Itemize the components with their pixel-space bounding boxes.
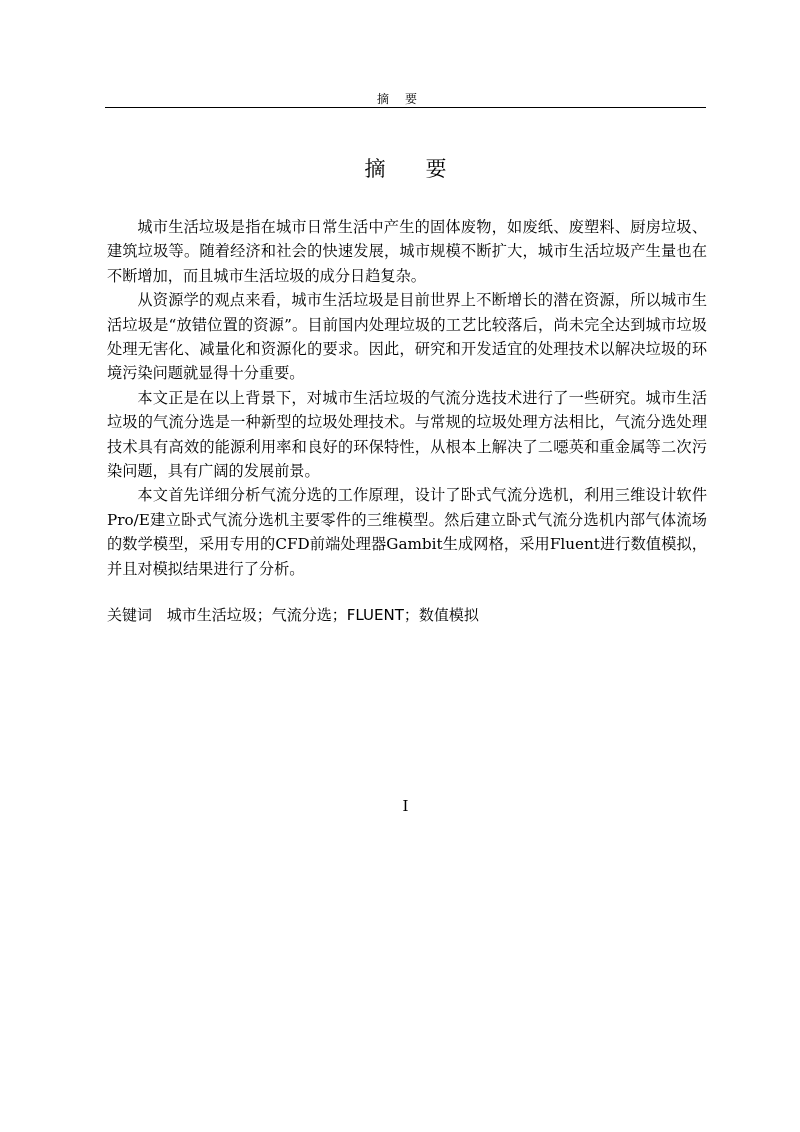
page-title: 摘要: [364, 157, 487, 181]
abstract-body: [107, 215, 707, 581]
abstract-paragraph-2: 从资源学的观点来看，城市生活垃圾是目前世界上不断增长的潜在资源，所以城市生活垃圾是“放错位置的资源”。目前国内处理垃圾的工艺比较落后，尚未完全达到城市垃圾处理无害化、减量化和资源化的要求。因此，研究和开发适宜的处理技术以解决垃圾的环境污染问题就显得十分重要。: [107, 291, 707, 383]
keywords-label: 关键词: [107, 606, 153, 624]
page-number: I: [402, 797, 409, 815]
keywords-text: 城市生活垃圾；气流分选；FLUENT；数值模拟: [166, 606, 479, 624]
keywords-line: [107, 603, 707, 627]
abstract-paragraph-1: 城市生活垃圾是指在城市日常生活中产生的固体废物，如废纸、废塑料、厨房垃圾、建筑垃圾等。随着经济和社会的快速发展，城市规模不断扩大，城市生活垃圾产生量也在不断增加，而且城市生活垃圾的成分日趋复杂。: [107, 218, 707, 285]
abstract-paragraph-3: 本文正是在以上背景下，对城市生活垃圾的气流分选技术进行了一些研究。城市生活垃圾的气流分选是一种新型的垃圾处理技术。与常规的垃圾处理方法相比，气流分选处理技术具有高效的能源利用率和良好的环保特性，从根本上解决了二噁英和重金属等二次污染问题，具有广阔的发展前景。: [107, 388, 707, 481]
abstract-paragraph-4: 本文首先详细分析气流分选的工作原理，设计了卧式气流分选机，利用三维设计软件Pro/E建立卧式气流分选机主要零件的三维模型。然后建立卧式气流分选机内部气体流场的数学模型，采用专用的CFD前端处理器Gambit生成网格，采用Fluent进行数值模拟，并且对模拟结果进行了分析。: [107, 486, 707, 578]
header-rule: [105, 107, 706, 108]
running-header: 摘要: [376, 92, 433, 106]
